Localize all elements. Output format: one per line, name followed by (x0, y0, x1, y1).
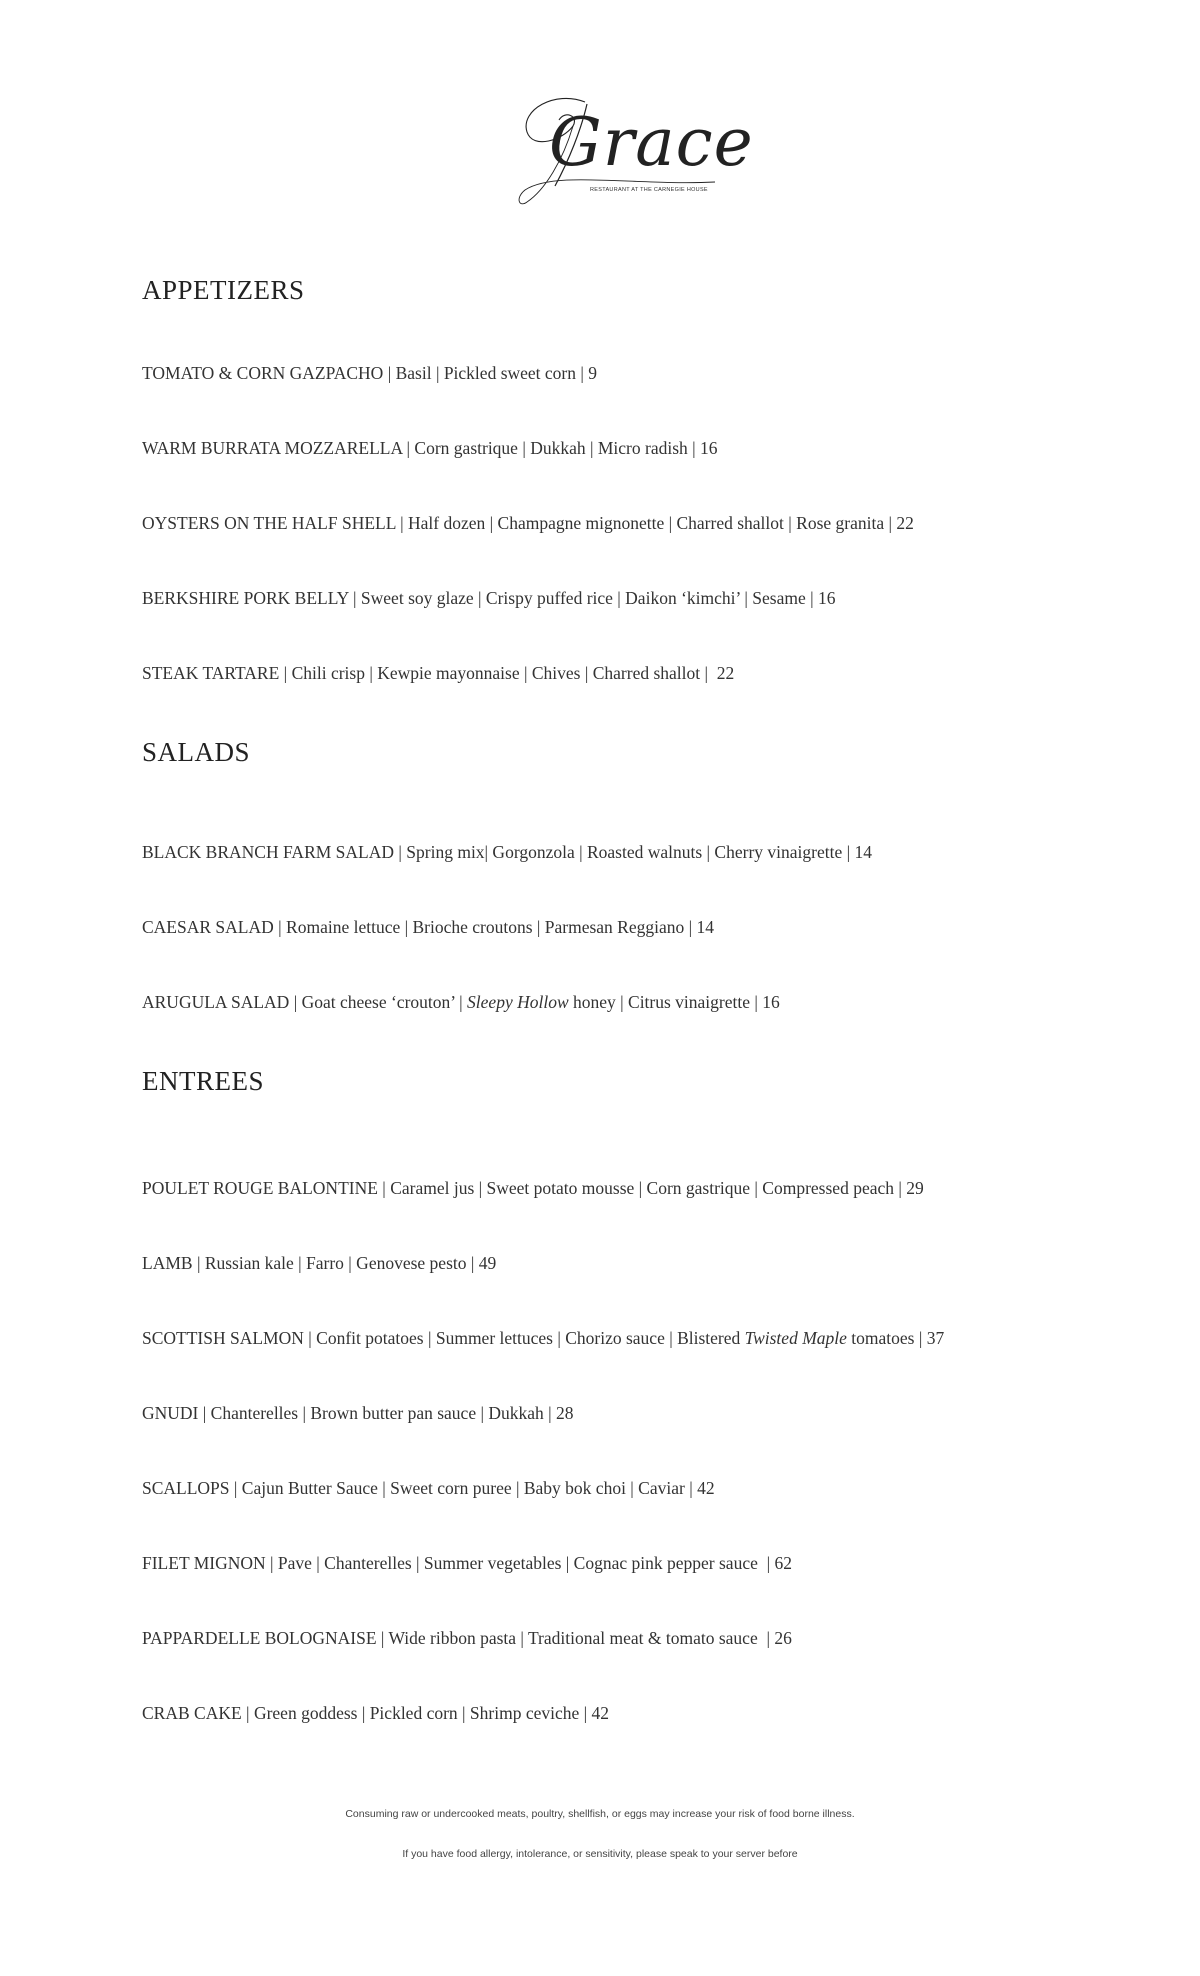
item-price: 9 (588, 363, 598, 383)
item-name: GNUDI (142, 1403, 199, 1423)
item-price: 29 (906, 1178, 924, 1198)
item-description: Chanterelles | Brown butter pan sauce | Dukkah (210, 1403, 544, 1423)
item-name: CRAB CAKE (142, 1703, 242, 1723)
item-description: Basil | Pickled sweet corn (395, 363, 577, 383)
item-description: Pave | Chanterelles | Summer vegetables | Cognac pink pepper sauce (277, 1553, 758, 1573)
item-description: Green goddess | Pickled corn | Shrimp ceviche (253, 1703, 580, 1723)
item-name: POULET ROUGE BALONTINE (142, 1178, 378, 1198)
item-description: Russian kale | Farro | Genovese pesto (204, 1253, 467, 1273)
item-description: Sweet soy glaze | Crispy puffed rice | Daikon ‘kimchi’ | Sesame (360, 588, 806, 608)
menu-item: PAPPARDELLE BOLOGNAISE | Wide ribbon pasta | Traditional meat & tomato sauce | 26 (142, 1628, 792, 1648)
menu-item: SCALLOPS | Cajun Butter Sauce | Sweet corn puree | Baby bok choi | Caviar | 42 (142, 1478, 715, 1498)
item-name: STEAK TARTARE (142, 663, 280, 683)
item-price: 22 (716, 663, 735, 683)
item-price: 49 (478, 1253, 497, 1273)
menu-item: OYSTERS ON THE HALF SHELL | Half dozen | Champagne mignonette | Charred shallot | Rose granita | 22 (142, 513, 914, 533)
item-description: Corn gastrique | Dukkah | Micro radish (414, 438, 688, 458)
item-price: 62 (774, 1553, 792, 1573)
item-name: TOMATO & CORN GAZPACHO (142, 363, 384, 383)
menu-item: ARUGULA SALAD | Goat cheese ‘crouton’ | Sleepy Hollow honey | Citrus vinaigrette | 16 (142, 992, 780, 1012)
item-name: SCOTTISH SALMON (142, 1328, 304, 1348)
item-name: ARUGULA SALAD (142, 992, 290, 1012)
item-name: SCALLOPS (142, 1478, 230, 1498)
item-description: Romaine lettuce | Brioche croutons | Parmesan Reggiano (286, 917, 685, 937)
menu-item: GNUDI | Chanterelles | Brown butter pan sauce | Dukkah | 28 (142, 1403, 574, 1423)
item-price: 37 (926, 1328, 945, 1348)
menu-item: STEAK TARTARE | Chili crisp | Kewpie mayonnaise | Chives | Charred shallot | 22 (142, 663, 735, 683)
item-price: 28 (556, 1403, 574, 1423)
item-price: 22 (896, 513, 914, 533)
menu-item: TOMATO & CORN GAZPACHO | Basil | Pickled sweet corn | 9 (142, 363, 598, 383)
food-safety-notice: Consuming raw or undercooked meats, poultry, shellfish, or eggs may increase your risk of food borne illness. (345, 1808, 855, 1820)
item-description: Half dozen | Champagne mignonette | Charred shallot | Rose granita (408, 513, 885, 533)
item-description: honey | Citrus vinaigrette (573, 992, 751, 1012)
item-price: 16 (762, 992, 780, 1012)
item-price: 26 (774, 1628, 792, 1648)
menu-item: CAESAR SALAD | Romaine lettuce | Brioche croutons | Parmesan Reggiano | 14 (142, 917, 715, 937)
allergy-notice: If you have food allergy, intolerance, or sensitivity, please speak to your server before (402, 1848, 798, 1860)
menu-item: BERKSHIRE PORK BELLY | Sweet soy glaze | Crispy puffed rice | Daikon ‘kimchi’ | Sesame | 16 (142, 588, 836, 608)
item-name: BERKSHIRE PORK BELLY (142, 588, 349, 608)
item-description: Cajun Butter Sauce | Sweet corn puree | Baby bok choi | Caviar (241, 1478, 685, 1498)
item-price: 16 (700, 438, 718, 458)
menu-item: BLACK BRANCH FARM SALAD | Spring mix| Gorgonzola | Roasted walnuts | Cherry vinaigrette | 14 (142, 842, 872, 862)
menu-item: SCOTTISH SALMON | Confit potatoes | Summer lettuces | Chorizo sauce | Blistered Twisted Maple tomatoes | 37 (142, 1328, 945, 1348)
section-title-entrees: ENTREES (142, 1066, 264, 1096)
menu-item: CRAB CAKE | Green goddess | Pickled corn | Shrimp ceviche | 42 (142, 1703, 610, 1723)
item-description: Goat cheese ‘crouton’ | (301, 992, 463, 1012)
menu-item: FILET MIGNON | Pave | Chanterelles | Summer vegetables | Cognac pink pepper sauce | 62 (142, 1553, 792, 1573)
item-price: 14 (696, 917, 715, 937)
menu-item: POULET ROUGE BALONTINE | Caramel jus | Sweet potato mousse | Corn gastrique | Compressed peach | 29 (142, 1178, 924, 1198)
item-description: Wide ribbon pasta | Traditional meat & tomato sauce (388, 1628, 758, 1648)
item-name: CAESAR SALAD (142, 917, 274, 937)
item-name: BLACK BRANCH FARM SALAD (142, 842, 395, 862)
item-name: FILET MIGNON (142, 1553, 266, 1573)
item-description: Chili crisp | Kewpie mayonnaise | Chives | Charred shallot (291, 663, 701, 683)
item-name: OYSTERS ON THE HALF SHELL (142, 513, 396, 533)
item-description-italic: Sleepy Hollow (467, 992, 569, 1012)
section-title-salads: SALADS (142, 737, 251, 767)
item-description: Caramel jus | Sweet potato mousse | Corn gastrique | Compressed peach (390, 1178, 894, 1198)
logo-tagline: RESTAURANT AT THE CARNEGIE HOUSE (590, 187, 708, 193)
menu-item: LAMB | Russian kale | Farro | Genovese pesto | 49 (142, 1253, 497, 1273)
item-description: Spring mix| Gorgonzola | Roasted walnuts | Cherry vinaigrette (406, 842, 843, 862)
menu-item: WARM BURRATA MOZZARELLA | Corn gastrique | Dukkah | Micro radish | 16 (142, 438, 718, 458)
item-price: 42 (697, 1478, 715, 1498)
item-price: 14 (854, 842, 872, 862)
item-price: 42 (591, 1703, 610, 1723)
item-description: tomatoes (851, 1328, 915, 1348)
item-name: LAMB (142, 1253, 193, 1273)
item-description-italic: Twisted Maple (744, 1328, 847, 1348)
item-name: PAPPARDELLE BOLOGNAISE (142, 1628, 377, 1648)
item-price: 16 (818, 588, 836, 608)
item-name: WARM BURRATA MOZZARELLA (142, 438, 403, 458)
restaurant-logo (515, 90, 754, 220)
section-title-appetizers: APPETIZERS (142, 275, 305, 305)
logo-wordmark: Grace (549, 104, 754, 181)
item-description: Confit potatoes | Summer lettuces | Chorizo sauce | Blistered (316, 1328, 741, 1348)
